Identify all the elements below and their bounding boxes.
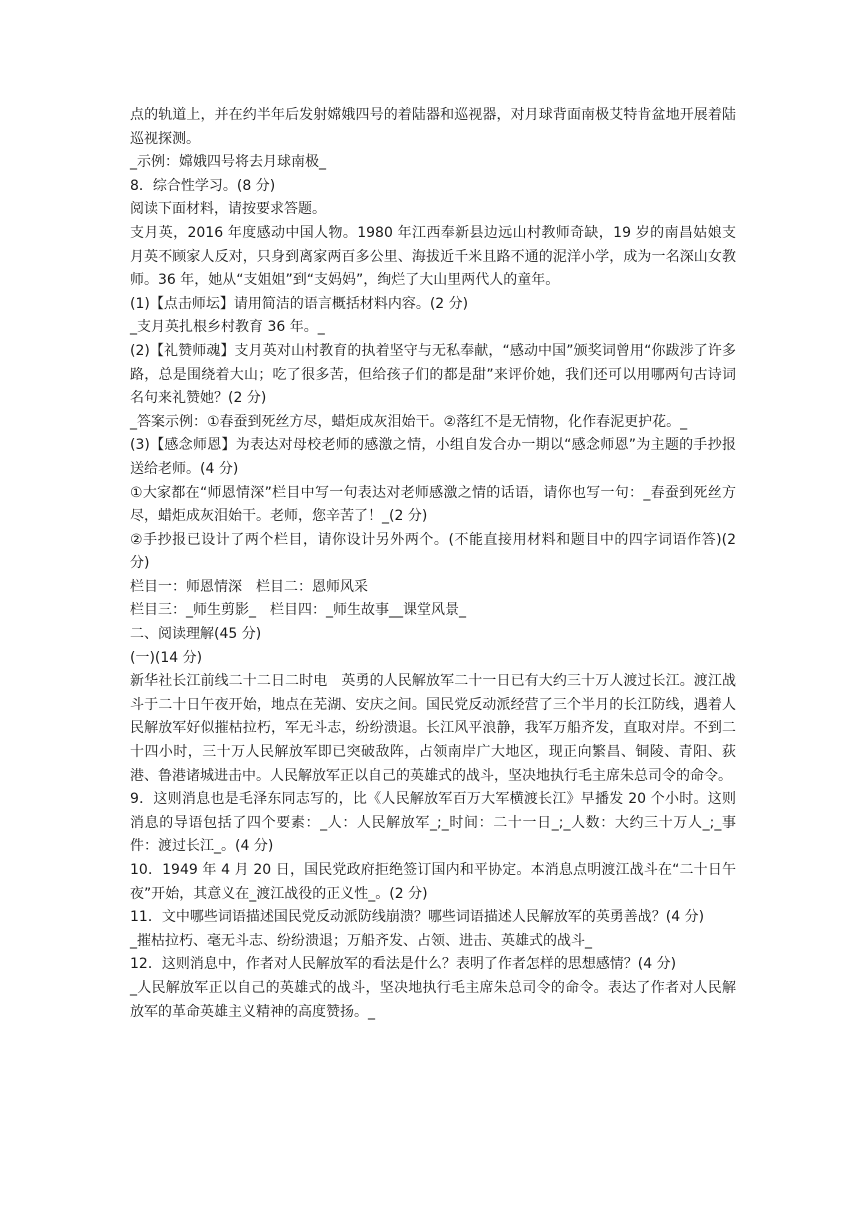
document-page [130,104,736,1024]
question-11: 11．文中哪些词语描述国民党反动派防线崩溃？哪些词语描述人民解放军的英勇善战？(4 分) [130,909,705,926]
columns-line-1: 栏目一：师恩情深 栏目二：恩师风采 [130,578,368,595]
answer-question-11: _摧枯拉朽、毫无斗志、纷纷溃退；万船齐发、占领、进击、英雄式的战斗_ [130,932,592,949]
subquestion-3-part-1: ①大家都在“师恩情深”栏目中写一句表达对老师感激之情的话语，请你也写一句：_春蚕到死丝方尽，蜡炬成灰泪始干。老师，您辛苦了！_(2 分) [130,484,736,525]
answer-subquestion-1: _支月英扎根乡村教育 36 年。_ [130,319,325,336]
subquestion-1: (1)【点击师坛】请用简洁的语言概括材料内容。(2 分) [130,295,469,312]
question-9: 9．这则消息也是毛泽东同志写的，比《人民解放军百万大军横渡长江》早播发 20 个小时。这则消息的导语包括了四个要素：_人：人民解放军_;_时间：二十一日_;_人数：大约三十万人_;_事件：渡过长江_。(4 分) [130,791,736,855]
question-8-heading: 8．综合性学习。(8 分) [130,177,276,194]
subsection-heading-1: (一)(14 分) [130,649,203,666]
answer-example-headline: _示例：嫦娥四号将去月球南极_ [130,154,326,171]
answer-question-12: _人民解放军正以自己的英雄式的战斗，坚决地执行毛主席朱总司令的命令。表达了作者对人民解放军的革命英雄主义精神的高度赞扬。_ [130,979,736,1020]
subquestion-3: (3)【感念师恩】为表达对母校老师的感激之情，小组自发合办一期以“感念师恩”为主题的手抄报送给老师。(4 分) [130,437,736,477]
instruction-text: 阅读下面材料，请按要求答题。 [130,201,326,218]
subquestion-2: (2)【礼赞师魂】支月英对山村教育的执着坚守与无私奉献，“感动中国”颁奖词曾用“你跋涉了许多路，总是围绕着大山；吃了很多苦，但给孩子们的都是甜”来评价她，我们还可以用哪两句古诗词名句来礼赞她？(2 分) [130,342,736,407]
paragraph-chang-e-continuation: 点的轨道上，并在约半年后发射嫦娥四号的着陆器和巡视器，对月球背面南极艾特肯盆地开展着陆巡视探测。 [130,107,736,147]
news-article: 新华社长江前线二十二日二时电 英勇的人民解放军二十一日已有大约三十万人渡过长江。渡江战斗于二十日午夜开始，地点在芜湖、安庆之间。国民党反动派经营了三个半月的长江防线，遇着人民解放军好似摧枯拉朽，军无斗志，纷纷溃退。长江风平浪静，我军万船齐发，直取对岸。不到二十四小时，三十万人民解放军即已突破敌阵，占领南岸广大地区，现正向繁昌、铜陵、青阳、荻港、鲁港诸城进击中。人民解放军正以自己的英雄式的战斗，坚决地执行毛主席朱总司令的命令。 [130,673,736,784]
section-heading-reading: 二、阅读理解(45 分) [130,626,262,643]
subquestion-3-part-2: ②手抄报已设计了两个栏目，请你设计另外两个。(不能直接用材料和题目中的四字词语作答)(2 分) [130,531,736,572]
question-10: 10．1949 年 4 月 20 日，国民党政府拒绝签订国内和平协定。本消息点明渡江战斗在“二十日午夜”开始，其意义在_渡江战役的正义性_。(2 分) [130,862,736,902]
answer-subquestion-2: _答案示例：①春蚕到死丝方尽，蜡炬成灰泪始干。②落红不是无情物，化作春泥更护花。_ [130,413,688,430]
material-zhi-yueying: 支月英，2016 年度感动中国人物。1980 年江西奉新县边远山村教师奇缺，19 岁的南昌姑娘支月英不顾家人反对，只身到离家两百多公里、海拔近千米且路不通的泥洋小学，成为一名深山女教师。36 年，她从“支姐姐”到“支妈妈”，绚烂了大山里两代人的童年。 [130,224,736,289]
columns-line-2: 栏目三：_师生剪影_ 栏目四：_师生故事__课堂风景_ [130,602,466,619]
question-12: 12．这则消息中，作者对人民解放军的看法是什么？表明了作者怎样的思想感情？(4 分) [130,956,677,973]
